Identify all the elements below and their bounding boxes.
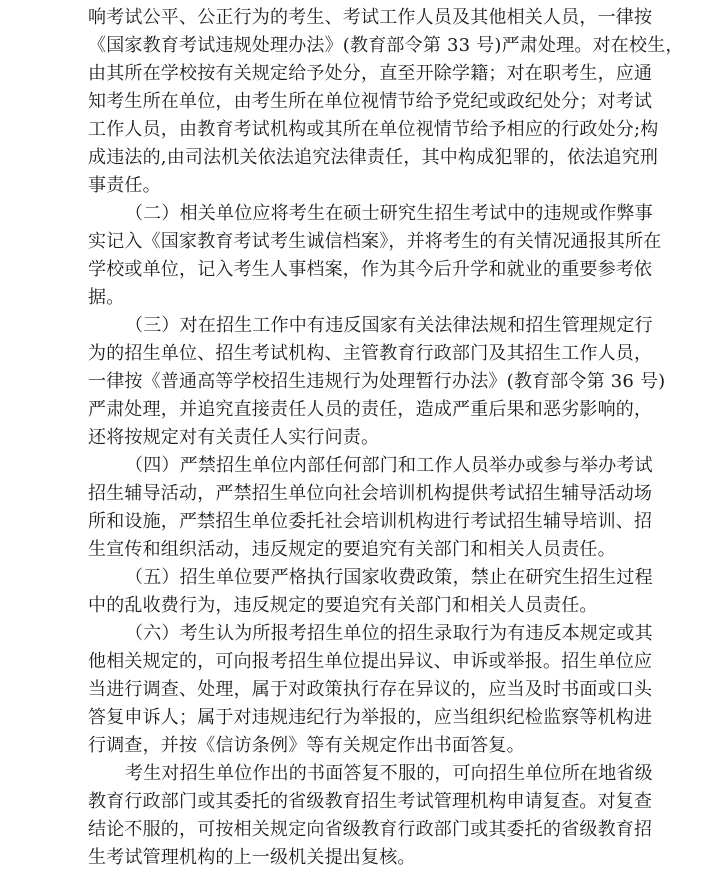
text-line: 生宣传和组织活动，违反规定的要追究有关部门和相关人员责任。 [88,539,616,560]
text-line: 工作人员，由教育考试机构或其所在单位视情节给予相应的行政处分;构 [88,119,659,140]
text-line: 他相关规定的，可向报考招生单位提出异议、申诉或举报。招生单位应 [88,651,653,672]
text-line: 学校或单位，记入考生人事档案，作为其今后升学和就业的重要参考依 [88,259,653,280]
text-line: 结论不服的，可按相关规定向省级教育行政部门或其委托的省级教育招 [88,819,653,840]
text-line: 响考试公平、公正行为的考生、考试工作人员及其他相关人员，一律按 [88,7,653,28]
paragraph-first-line: 考生对招生单位作出的书面答复不服的，可向招生单位所在地省级 [125,763,653,784]
text-line: 《国家教育考试违规处理办法》(教育部令第 33 号)严肃处理。对在校生， [88,35,684,56]
text-line: 一律按《普通高等学校招生违规行为处理暂行办法》(教育部令第 36 号) [88,371,666,392]
text-line: 生考试管理机构的上一级机关提出复核。 [88,847,416,868]
text-line: 据。 [88,287,125,308]
paragraph-first-line: （六）考生认为所报考招生单位的招生录取行为有违反本规定或其 [125,623,653,644]
paragraph-first-line: （三）对在招生工作中有违反国家有关法律法规和招生管理规定行 [125,315,653,336]
paragraph-first-line: （四）严禁招生单位内部任何部门和工作人员举办或参与举办考试 [125,455,653,476]
text-line: 为的招生单位、招生考试机构、主管教育行政部门及其招生工作人员， [88,343,653,364]
paragraph-first-line: （二）相关单位应将考生在硕士研究生招生考试中的违规或作弊事 [125,203,653,224]
text-line: 由其所在学校按有关规定给予处分，直至开除学籍；对在职考生，应通 [88,63,653,84]
text-line: 所和设施，严禁招生单位委托社会培训机构进行考试招生辅导培训、招 [88,511,653,532]
text-line: 知考生所在单位，由考生所在单位视情节给予党纪或政纪处分；对考试 [88,91,653,112]
text-line: 行调查，并按《信访条例》等有关规定作出书面答复。 [88,735,525,756]
text-line: 还将按规定对有关责任人实行问责。 [88,427,380,448]
text-line: 教育行政部门或其委托的省级教育招生考试管理机构申请复查。对复查 [88,791,653,812]
paragraph-first-line: （五）招生单位要严格执行国家收费政策，禁止在研究生招生过程 [125,567,653,588]
text-line: 答复申诉人；属于对违规违纪行为举报的，应当组织纪检监察等机构进 [88,707,653,728]
text-line: 中的乱收费行为，违反规定的要追究有关部门和相关人员责任。 [88,595,598,616]
text-line: 招生辅导活动，严禁招生单位向社会培训机构提供考试招生辅导活动场 [88,483,653,504]
text-line: 事责任。 [88,175,161,196]
text-line: 当进行调查、处理，属于对政策执行存在异议的，应当及时书面或口头 [88,679,653,700]
text-line: 实记入《国家教育考试考生诚信档案》，并将考生的有关情况通报其所在 [88,231,662,252]
text-line: 成违法的,由司法机关依法追究法律责任，其中构成犯罪的，依法追究刑 [88,147,659,168]
text-line: 严肃处理，并追究直接责任人员的责任，造成严重后果和恶劣影响的， [88,399,653,420]
